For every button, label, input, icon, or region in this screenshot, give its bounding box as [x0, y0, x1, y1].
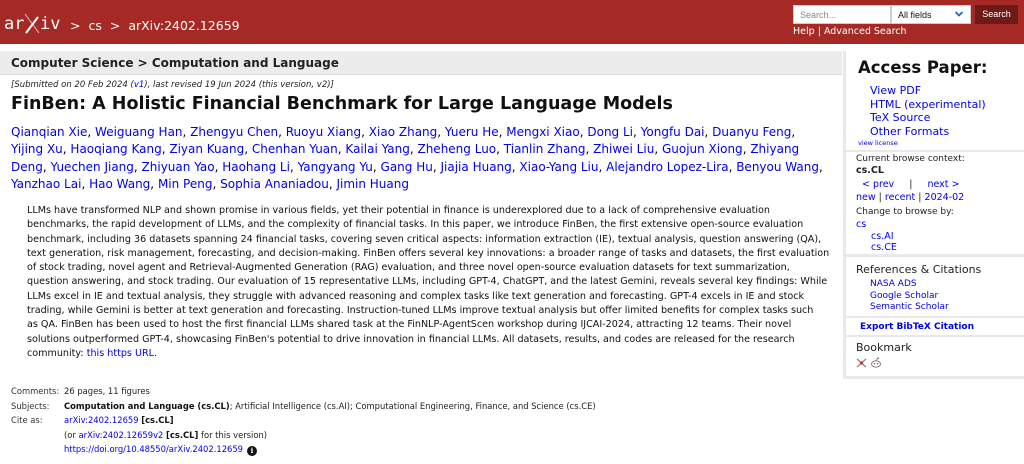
author-separator: , — [161, 142, 170, 157]
code-url-link[interactable]: this https URL — [86, 347, 155, 359]
html-experimental-link[interactable]: HTML (experimental) — [870, 97, 986, 111]
sidebar — [843, 51, 1024, 379]
abstract-line: benchmarks, the rapid development of LLMs, and the complexity of financial tasks. In this paper, we introduce FinBen, the first extensive open-source evaluation — [27, 219, 804, 231]
author-separator: , — [598, 159, 607, 174]
spacer — [11, 428, 64, 443]
cite-id-link[interactable]: arXiv:2402.12659 — [64, 415, 139, 425]
author-link[interactable]: Jiajia Huang — [440, 159, 512, 174]
author-link[interactable]: Mengxi Xiao — [506, 125, 580, 139]
access-paper-heading: Access Paper: — [858, 58, 988, 77]
references-box — [846, 257, 1024, 316]
author-link[interactable]: Yuechen Jiang — [50, 159, 134, 174]
author-link[interactable]: Zheheng Luo — [417, 142, 497, 157]
browse-cs-link[interactable]: cs — [856, 219, 867, 230]
separator: | — [817, 26, 821, 37]
cite-row — [11, 413, 596, 428]
author-separator: , — [244, 142, 252, 157]
author-separator: , — [81, 176, 90, 191]
author-link[interactable]: Zhengyu Chen — [190, 125, 279, 139]
author-separator: , — [511, 159, 520, 174]
author-link[interactable]: Sophia Ananiadou — [220, 176, 329, 191]
comments-label: Comments: — [11, 386, 60, 396]
access-links — [870, 84, 986, 139]
author-separator: , — [214, 159, 223, 174]
next-link[interactable]: next > — [927, 179, 960, 190]
subjects-value — [64, 399, 596, 414]
semantic-scholar-link[interactable]: Semantic Scholar — [870, 302, 949, 312]
search-button[interactable]: Search — [975, 5, 1018, 24]
author-link[interactable]: Ruoyu Xiang — [285, 125, 362, 139]
author-link[interactable]: Alejandro Lopez-Lira — [606, 159, 729, 174]
author-link[interactable]: Ziyan Kuang — [169, 142, 245, 157]
export-bibtex-link[interactable]: Export BibTeX Citation — [860, 322, 975, 332]
submitted-text: [Submitted on 20 Feb 2024 ( — [11, 80, 134, 90]
browse-cs-ce-link[interactable]: cs.CE — [871, 242, 897, 253]
author-separator: , — [742, 142, 751, 157]
author-link[interactable]: Haoqiang Kang — [70, 142, 162, 157]
author-separator: , — [585, 142, 594, 157]
abstract-line: trading, while Gemini is better at text generation and forecasting. Instruction-tuned LLMs improve textual analysis but offer limited benefits for complex tasks such — [27, 305, 814, 317]
svg-text:iv: iv — [40, 14, 61, 34]
author-separator: , — [133, 159, 142, 174]
references-heading: References & Citations — [856, 263, 982, 276]
bibsonomy-icon[interactable] — [856, 357, 867, 368]
author-link[interactable]: Benyou Wang — [736, 159, 819, 174]
chevron-down-icon — [954, 9, 964, 19]
author-link[interactable]: Gang Hu — [380, 159, 433, 174]
help-link[interactable]: Help — [793, 26, 815, 37]
cite-alt-row — [11, 428, 596, 443]
author-link[interactable]: Yanzhao Lai — [11, 176, 82, 191]
bookmark-heading: Bookmark — [856, 341, 912, 354]
category-bar — [0, 51, 842, 75]
subjects-label: Subjects: — [11, 400, 50, 411]
author-separator: , — [633, 125, 641, 139]
browse-context-label: Current browse context: — [856, 154, 965, 164]
search-placeholder: Search... — [800, 10, 837, 20]
author-separator: , — [409, 142, 418, 157]
cite-label: Cite as: — [11, 415, 43, 425]
separator: | — [909, 179, 913, 190]
svg-text:ar: ar — [4, 14, 25, 34]
abstract-line — [27, 347, 832, 361]
author-separator: , — [498, 125, 507, 139]
author-separator: , — [289, 159, 298, 174]
author-link[interactable]: Yijing Xu — [11, 142, 63, 157]
view-license-link[interactable]: view license — [858, 139, 898, 147]
author-separator: , — [87, 125, 96, 139]
subjects-row — [11, 399, 596, 414]
author-separator: , — [337, 142, 346, 157]
author-separator: , — [704, 125, 713, 139]
breadcrumb-separator: > — [109, 18, 121, 33]
author-separator: , — [372, 159, 381, 174]
abstract-text: . — [154, 347, 158, 359]
view-pdf-link[interactable]: View PDF — [870, 84, 922, 97]
author-separator: , — [432, 159, 441, 174]
category-path: Computer Science > Computation and Language — [11, 56, 339, 70]
doi-link[interactable]: https://doi.org/10.48550/arXiv.2402.12659 — [64, 444, 244, 454]
cite-alt-value — [64, 428, 267, 443]
abstract-line: text generation, risk management, forecasting, and decision-making. FinBen offers several key innovations: a broader range of tasks and datasets, the first evaluation — [27, 247, 830, 259]
primary-subject: Computation and Language (cs.CL) — [64, 400, 230, 411]
author-link[interactable]: Min Peng — [157, 176, 213, 191]
breadcrumb-separator: > — [70, 18, 81, 33]
cite-category: [cs.CL] — [141, 415, 174, 425]
author-link[interactable]: Chenhan Yuan — [251, 142, 338, 157]
prev-next-nav — [862, 179, 959, 190]
recent-link[interactable]: recent — [884, 192, 916, 203]
google-scholar-link[interactable]: Google Scholar — [870, 290, 939, 301]
author-separator: , — [818, 159, 823, 174]
breadcrumb — [70, 18, 244, 33]
abstract-line: as QA. FinBen has been used to host the first financial LLMs shared task at the FinNLP-AgentScen workshop during IJCAI-2024, attracting 12 teams. Their novel — [27, 319, 792, 331]
author-link[interactable]: Hao Wang — [89, 176, 151, 191]
submission-history — [11, 80, 334, 90]
search-input[interactable] — [793, 5, 891, 24]
cite-version-link[interactable]: arXiv:2402.12659v2 — [78, 429, 164, 440]
author-link[interactable]: Guojun Xiong — [661, 142, 743, 157]
author-link[interactable]: Zhiyuan Yao — [141, 159, 215, 174]
author-separator: , — [42, 159, 51, 174]
cite-alt-text: (or — [64, 429, 79, 440]
abstract-line: LLMs excel in IE and textual analysis, they struggle with advanced reasoning and complex tasks like text generation and forecasting. GPT-4 excels in IE and stock — [27, 290, 805, 302]
browse-cs-ai-link[interactable]: cs.AI — [871, 231, 894, 242]
author-link[interactable]: Haohang Li — [222, 159, 290, 174]
references-links — [870, 279, 949, 314]
access-paper-box — [846, 51, 1024, 150]
abstract-line: of stock trading, novel agent and Retrieval-Augmented Generation (RAG) evaluation, and three novel open-source evaluation datasets for text summarization, — [27, 262, 790, 274]
author-list — [11, 124, 831, 193]
author-separator: , — [728, 159, 737, 174]
author-link[interactable]: Tianlin Zhang — [503, 142, 586, 157]
comments-value: 26 pages, 11 figures — [64, 386, 150, 396]
cite-alt-text: for this version) — [198, 429, 268, 440]
author-separator: , — [579, 125, 588, 139]
other-subjects: ; Artificial Intelligence (cs.AI); Computational Engineering, Finance, and Science (cs.CE) — [229, 400, 596, 411]
abstract-text: community: — [27, 347, 87, 359]
author-separator: , — [182, 125, 191, 139]
browse-context-value: cs.CL — [856, 165, 884, 176]
author-separator: , — [212, 176, 221, 191]
bookmark-icons — [856, 357, 882, 368]
author-separator: , — [278, 125, 286, 139]
author-separator: , — [654, 142, 662, 157]
change-browse-label: Change to browse by: — [856, 207, 954, 217]
author-link[interactable]: Zhiyang Deng — [11, 142, 800, 174]
paper-title: FinBen: A Holistic Financial Benchmark for Large Language Models — [11, 94, 673, 114]
abstract-line: solutions outperformed GPT-4, showcasing FinBen's potential to drive innovation in financial LLMs. All datasets, results, and codes are released for the research — [27, 333, 795, 345]
spacer — [11, 442, 64, 457]
breadcrumb-paper-id: arXiv:2402.12659 — [128, 18, 240, 33]
author-separator: , — [791, 125, 796, 139]
site-header — [0, 0, 1024, 44]
help-links — [793, 26, 907, 37]
cite-alt-category: [cs.CL] — [166, 429, 199, 440]
author-link[interactable]: Xiao-Yang Liu — [519, 159, 599, 174]
bookmark-box — [846, 337, 1024, 376]
nasa-ads-link[interactable]: NASA ADS — [870, 279, 917, 289]
doi-row — [11, 442, 596, 457]
breadcrumb-cs[interactable]: cs — [88, 18, 102, 33]
author-separator: , — [150, 176, 158, 191]
author-link[interactable]: Yangyang Yu — [297, 159, 373, 174]
arxiv-logo-icon — [4, 12, 66, 34]
new-link[interactable]: new — [856, 192, 876, 203]
comments-row — [11, 384, 596, 399]
author-separator: , — [496, 142, 504, 157]
submitted-text: ), last revised 19 Jun 2024 (this version, v2)] — [144, 80, 334, 90]
author-link[interactable]: Yongfu Dai — [640, 125, 705, 139]
search-field-select[interactable] — [891, 5, 971, 24]
month-link[interactable]: 2024-02 — [924, 192, 965, 203]
author-link[interactable]: Qianqian Xie — [11, 125, 88, 139]
abstract — [27, 204, 832, 361]
author-link[interactable]: Zhiwei Liu — [593, 142, 655, 157]
author-link[interactable]: Dong Li — [587, 125, 633, 139]
tex-source-link[interactable]: TeX Source — [870, 111, 931, 125]
author-link[interactable]: Duanyu Feng — [712, 125, 792, 139]
other-formats-link[interactable]: Other Formats — [870, 125, 950, 139]
author-separator: , — [437, 125, 445, 139]
author-separator: , — [62, 142, 71, 157]
search-field-value: All fields — [898, 10, 932, 20]
advanced-search-link[interactable]: Advanced Search — [823, 26, 907, 37]
separator: | — [918, 192, 922, 203]
author-link[interactable]: Weiguang Han — [95, 125, 183, 139]
author-link[interactable]: Kailai Yang — [345, 142, 410, 157]
author-link[interactable]: Xiao Zhang — [368, 125, 438, 139]
doi-value — [64, 442, 257, 457]
reddit-icon[interactable] — [870, 357, 882, 368]
author-link[interactable]: Jimin Huang — [336, 176, 409, 191]
cite-value — [64, 413, 174, 428]
author-separator: , — [361, 125, 369, 139]
arxiv-logo[interactable] — [4, 12, 66, 34]
listing-nav — [856, 192, 964, 203]
paper-metadata — [11, 384, 596, 457]
version-v1-link[interactable]: v1 — [133, 80, 145, 90]
prev-link[interactable]: < prev — [862, 179, 895, 190]
abstract-line: benchmark, including 36 datasets spanning 24 financial tasks, covering seven critical aspects: information extraction (IE), textual analysis, question answering (QA), — [27, 233, 822, 245]
info-icon[interactable]: i — [247, 446, 257, 456]
export-box — [846, 318, 1024, 335]
author-link[interactable]: Yueru He — [444, 125, 499, 139]
abstract-line: LLMs have transformed NLP and shown promise in various fields, yet their potential in finance is underexplored due to a lack of comprehensive evaluation — [27, 205, 770, 216]
separator: | — [878, 192, 882, 203]
author-separator: , — [328, 176, 337, 191]
browse-context-box — [846, 152, 1024, 254]
abstract-line: question answering, and stock trading. Our evaluation of 15 representative LLMs, including GPT-4, ChatGPT, and the latest Gemini, reveals several key findings: While — [27, 276, 828, 288]
